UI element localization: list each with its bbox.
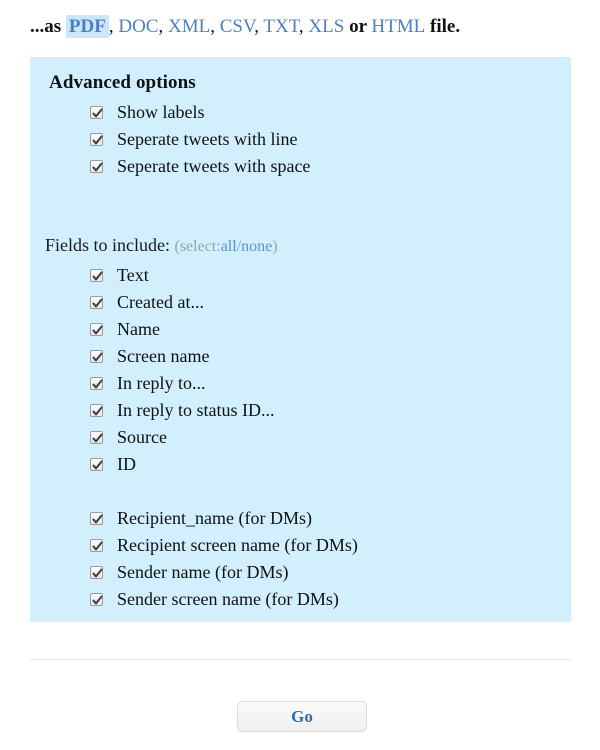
- format-link-doc[interactable]: DOC: [118, 16, 159, 37]
- checkbox-checked-icon[interactable]: [90, 296, 103, 309]
- field-option-label: Created at...: [117, 292, 204, 312]
- dm-field-option-label: Recipient screen name (for DMs): [117, 535, 358, 555]
- field-option-row[interactable]: [90, 318, 160, 340]
- panel-title: Advanced options: [49, 72, 196, 93]
- headline-suffix: file.: [425, 16, 461, 37]
- field-option-label: Screen name: [117, 346, 210, 366]
- checkbox-checked-icon[interactable]: [90, 512, 103, 525]
- format-link-csv[interactable]: CSV: [219, 16, 255, 37]
- field-option-label: Name: [117, 319, 160, 339]
- select-all-link[interactable]: all: [220, 238, 237, 255]
- format-conjunction: or: [344, 16, 372, 37]
- fields-label-text: Fields to include:: [45, 235, 170, 255]
- advanced-option-label: Seperate tweets with line: [117, 129, 298, 149]
- format-link-xml[interactable]: XML: [167, 16, 211, 37]
- format-separator: ,: [158, 16, 168, 37]
- field-option-row[interactable]: [90, 345, 209, 367]
- format-link-xls[interactable]: XLS: [308, 16, 345, 37]
- select-suffix: ): [272, 238, 278, 255]
- dm-field-option-label: Sender name (for DMs): [117, 562, 289, 582]
- field-option-row[interactable]: [90, 372, 205, 394]
- checkbox-checked-icon[interactable]: [90, 323, 103, 336]
- dm-field-option-row[interactable]: [90, 561, 288, 583]
- field-option-label: In reply to status ID...: [117, 400, 275, 420]
- select-none-link[interactable]: none: [241, 238, 273, 255]
- dm-field-option-row[interactable]: [90, 588, 339, 610]
- checkbox-checked-icon[interactable]: [90, 377, 103, 390]
- advanced-option-label: Seperate tweets with space: [117, 156, 311, 176]
- checkbox-checked-icon[interactable]: [90, 539, 103, 552]
- advanced-option-row[interactable]: [90, 155, 310, 177]
- checkbox-checked-icon[interactable]: [90, 160, 103, 173]
- dm-field-option-label: Sender screen name (for DMs): [117, 589, 339, 609]
- format-link-txt[interactable]: TXT: [263, 16, 299, 37]
- field-option-row[interactable]: [90, 399, 274, 421]
- format-separator: ,: [108, 16, 119, 37]
- checkbox-checked-icon[interactable]: [90, 106, 103, 119]
- dm-field-option-row[interactable]: [90, 534, 358, 556]
- format-link-list: [66, 15, 460, 38]
- advanced-option-row[interactable]: [90, 128, 297, 150]
- format-separator: ,: [298, 16, 309, 37]
- format-link-pdf[interactable]: PDF: [66, 15, 109, 38]
- headline-prefix: ...as: [30, 16, 62, 37]
- field-option-row[interactable]: [90, 426, 167, 448]
- dm-field-option-row[interactable]: [90, 507, 312, 529]
- dm-field-option-label: Recipient_name (for DMs): [117, 508, 312, 528]
- checkbox-checked-icon[interactable]: [90, 350, 103, 363]
- format-separator: ,: [210, 16, 220, 37]
- field-option-label: In reply to...: [117, 373, 206, 393]
- select-prefix: (select:: [174, 238, 221, 255]
- advanced-option-row[interactable]: [90, 101, 205, 123]
- checkbox-checked-icon[interactable]: [90, 133, 103, 146]
- headline-divider: [22, 50, 578, 51]
- format-separator: ,: [254, 16, 264, 37]
- checkbox-checked-icon[interactable]: [90, 593, 103, 606]
- export-format-headline: [30, 15, 460, 39]
- field-option-label: ID: [117, 454, 136, 474]
- field-option-label: Source: [117, 427, 167, 447]
- field-option-row[interactable]: [90, 453, 136, 475]
- checkbox-checked-icon[interactable]: [90, 566, 103, 579]
- checkbox-checked-icon[interactable]: [90, 431, 103, 444]
- go-button[interactable]: Go: [237, 701, 367, 732]
- format-link-html[interactable]: HTML: [371, 16, 426, 37]
- footer-divider: [30, 659, 571, 660]
- checkbox-checked-icon[interactable]: [90, 404, 103, 417]
- select-separator: /: [236, 238, 242, 255]
- field-option-row[interactable]: [90, 291, 204, 313]
- field-option-label: Text: [117, 265, 149, 285]
- fields-to-include-label: [45, 235, 278, 256]
- checkbox-checked-icon[interactable]: [90, 269, 103, 282]
- advanced-option-label: Show labels: [117, 102, 205, 122]
- checkbox-checked-icon[interactable]: [90, 458, 103, 471]
- advanced-options-panel: [30, 57, 571, 622]
- field-option-row[interactable]: [90, 264, 149, 286]
